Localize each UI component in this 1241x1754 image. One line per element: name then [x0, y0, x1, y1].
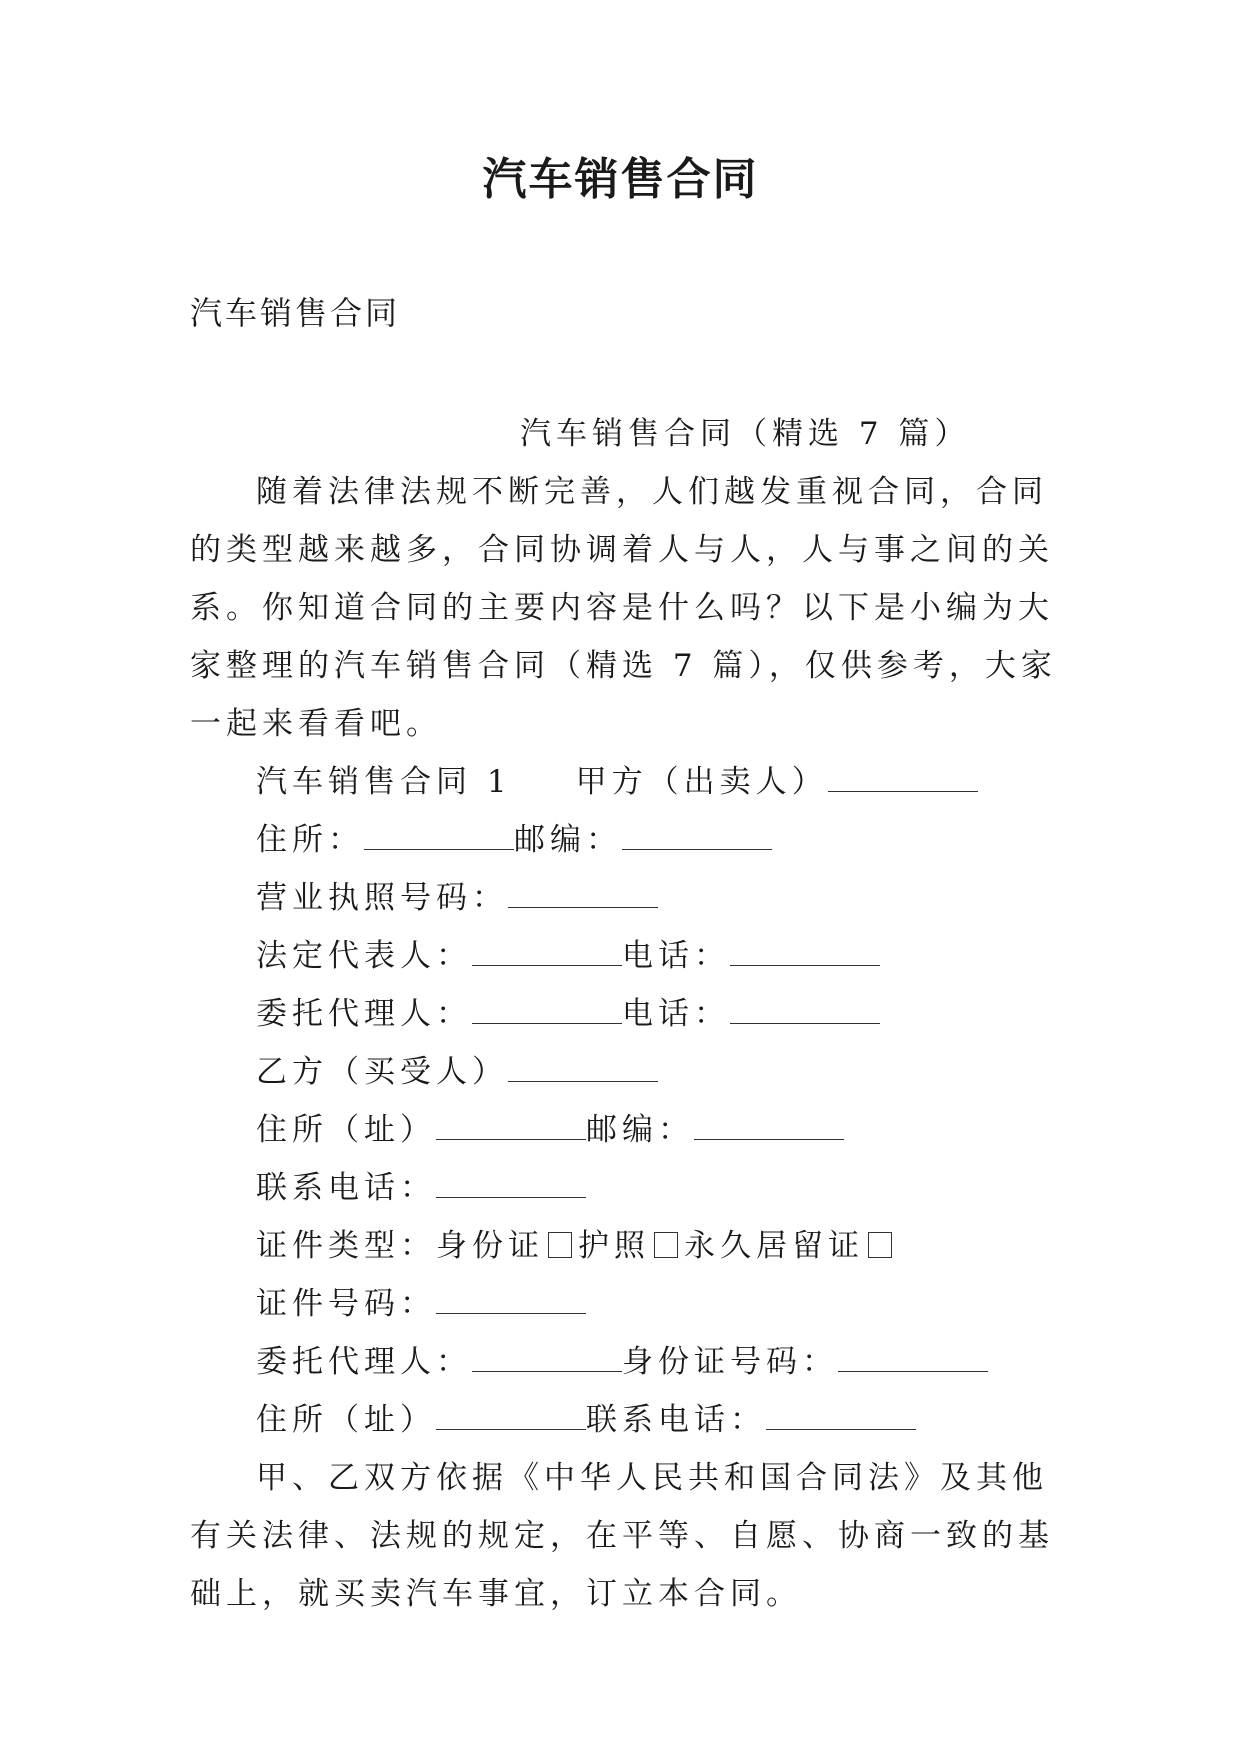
address-label: 住所：: [256, 822, 364, 858]
party-a-label: 甲方（出卖人）: [575, 764, 828, 800]
id-card-number-label: 身份证号码：: [622, 1344, 838, 1380]
phone-label: 电话：: [622, 938, 730, 974]
agent-blank[interactable]: [472, 997, 622, 1024]
contact-phone-label: 联系电话：: [256, 1170, 436, 1206]
address-b-label: 住所（址）: [256, 1112, 436, 1148]
agent-address-label: 住所（址）: [256, 1402, 436, 1438]
postcode-b-blank[interactable]: [694, 1113, 844, 1140]
party-b-agent-address-line: [190, 1391, 1060, 1449]
party-b-address-line: [190, 1101, 1060, 1159]
address-blank[interactable]: [364, 823, 514, 850]
id-option-3-label: 永久居留证: [684, 1228, 864, 1264]
closing-paragraph: 甲、乙双方依据《中华人民共和国合同法》及其他有关法律、法规的规定，在平等、自愿、协商一致的基础上，就买卖汽车事宜，订立本合同。: [190, 1460, 1054, 1612]
legal-rep-label: 法定代表人：: [256, 938, 472, 974]
contract-1-label: 汽车销售合同 1: [256, 764, 512, 800]
section-title: 汽车销售合同（精选 7 篇）: [520, 416, 971, 452]
id-option-1-checkbox[interactable]: [548, 1232, 572, 1258]
agent-phone-label: 电话：: [622, 996, 730, 1032]
document-subheading: 汽车销售合同: [190, 294, 401, 332]
agent-phone-blank[interactable]: [730, 997, 880, 1024]
agent-contact-phone-label: 联系电话：: [586, 1402, 766, 1438]
party-a-blank[interactable]: [828, 765, 978, 792]
business-license-label: 营业执照号码：: [256, 880, 508, 916]
document-body: [190, 405, 1060, 1623]
business-license-line: [190, 869, 1060, 927]
party-b-agent-blank[interactable]: [472, 1345, 622, 1372]
agent-contact-phone-blank[interactable]: [766, 1403, 916, 1430]
legal-rep-line: [190, 927, 1060, 985]
id-number-blank[interactable]: [436, 1287, 586, 1314]
id-number-label: 证件号码：: [256, 1286, 436, 1322]
id-number-line: [190, 1275, 1060, 1333]
business-license-blank[interactable]: [508, 881, 658, 908]
id-type-label: 证件类型：: [256, 1228, 436, 1264]
legal-rep-blank[interactable]: [472, 939, 622, 966]
postcode-label: 邮编：: [514, 822, 622, 858]
id-type-line: [190, 1217, 1060, 1275]
id-option-1-label: 身份证: [436, 1228, 544, 1264]
address-b-blank[interactable]: [436, 1113, 586, 1140]
id-card-number-blank[interactable]: [838, 1345, 988, 1372]
agent-address-blank[interactable]: [436, 1403, 586, 1430]
document-title: 汽车销售合同: [482, 154, 759, 205]
postcode-b-label: 邮编：: [586, 1112, 694, 1148]
contact-phone-line: [190, 1159, 1060, 1217]
party-b-line: [190, 1043, 1060, 1101]
party-a-address-line: [190, 811, 1060, 869]
contract-1-heading-line: [190, 753, 1060, 811]
party-b-agent-label: 委托代理人：: [256, 1344, 472, 1380]
id-option-2-checkbox[interactable]: [654, 1232, 678, 1258]
party-b-agent-line: [190, 1333, 1060, 1391]
party-a-agent-line: [190, 985, 1060, 1043]
id-option-3-checkbox[interactable]: [868, 1232, 892, 1258]
phone-blank[interactable]: [730, 939, 880, 966]
id-option-2-label: 护照: [578, 1228, 650, 1264]
contact-phone-blank[interactable]: [436, 1171, 586, 1198]
postcode-blank[interactable]: [622, 823, 772, 850]
party-b-label: 乙方（买受人）: [256, 1054, 508, 1090]
intro-paragraph: 随着法律法规不断完善，人们越发重视合同，合同的类型越来越多，合同协调着人与人，人与事之间的关系。你知道合同的主要内容是什么吗？以下是小编为大家整理的汽车销售合同（精选 7 篇），仅供参考，大家一起来看看吧。: [190, 474, 1057, 742]
agent-label: 委托代理人：: [256, 996, 472, 1032]
party-b-blank[interactable]: [508, 1055, 658, 1082]
